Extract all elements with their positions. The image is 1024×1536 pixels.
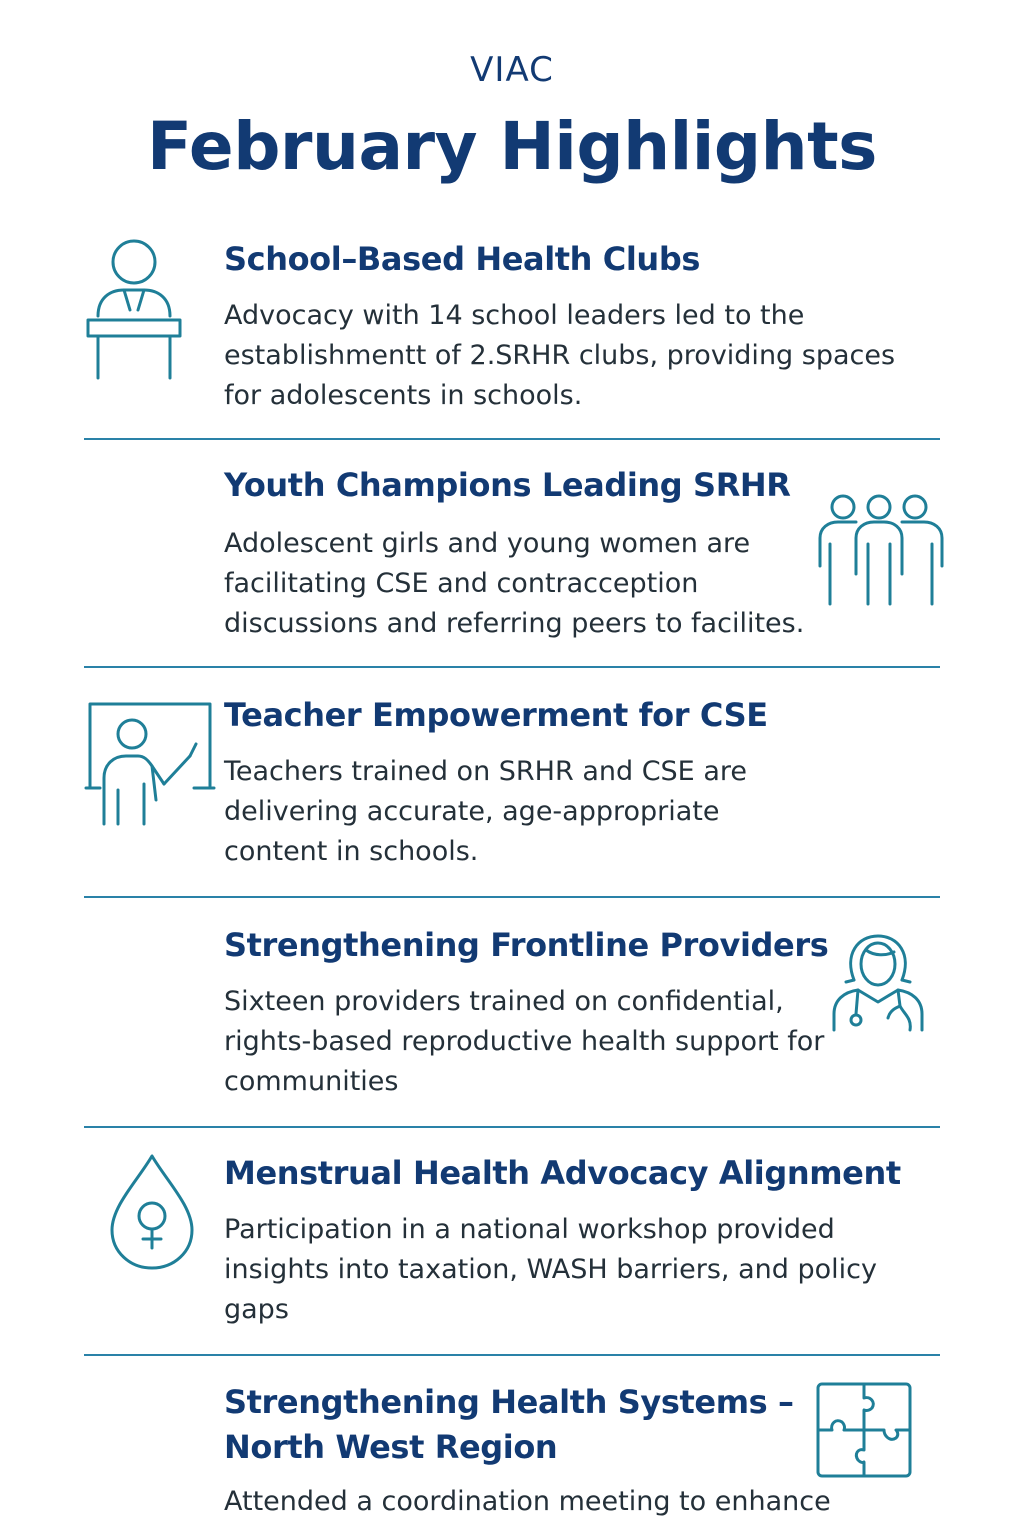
section-title: Strengthening Frontline Providers — [224, 926, 829, 964]
section-divider — [84, 1354, 940, 1356]
section-title: Menstrual Health Advocacy Alignment — [224, 1154, 901, 1192]
drop-female-symbol-icon — [110, 1154, 194, 1270]
section-body: Advocacy with 14 school leaders led to the establishmentt of 2.SRHR clubs, providing spaces for adolescents in schools. — [224, 300, 896, 411]
section-title: Youth Champions Leading SRHR — [224, 466, 791, 504]
puzzle-icon — [816, 1382, 912, 1478]
section-body: Teachers trained on SRHR and CSE are delivering accurate, age-appropriate content in schools. — [224, 756, 747, 867]
health-provider-icon — [830, 934, 926, 1036]
section-divider — [84, 1126, 940, 1128]
speaker-podium-icon — [84, 236, 180, 384]
org-name: VIAC — [470, 50, 554, 90]
section-divider — [84, 438, 940, 440]
teacher-board-icon — [86, 700, 214, 828]
section-body: Sixteen providers trained on confidential, rights-based reproductive health support for communities — [224, 986, 825, 1097]
section-body: Attended a coordination meeting to enhance — [224, 1486, 831, 1517]
section-title: Teacher Empowerment for CSE — [224, 696, 768, 734]
section-body: Adolescent girls and young women are facilitating CSE and contracception discussions and referring peers to facilites. — [224, 528, 805, 639]
page-title: February Highlights — [147, 108, 877, 185]
section-title: Strengthening Health Systems – North West Region — [224, 1383, 794, 1466]
section-title: School–Based Health Clubs — [224, 240, 700, 278]
group-people-icon — [818, 494, 944, 606]
section-body: Participation in a national workshop provided insights into taxation, WASH barriers, and policy gaps — [224, 1214, 877, 1325]
section-divider — [84, 896, 940, 898]
section-divider — [84, 666, 940, 668]
